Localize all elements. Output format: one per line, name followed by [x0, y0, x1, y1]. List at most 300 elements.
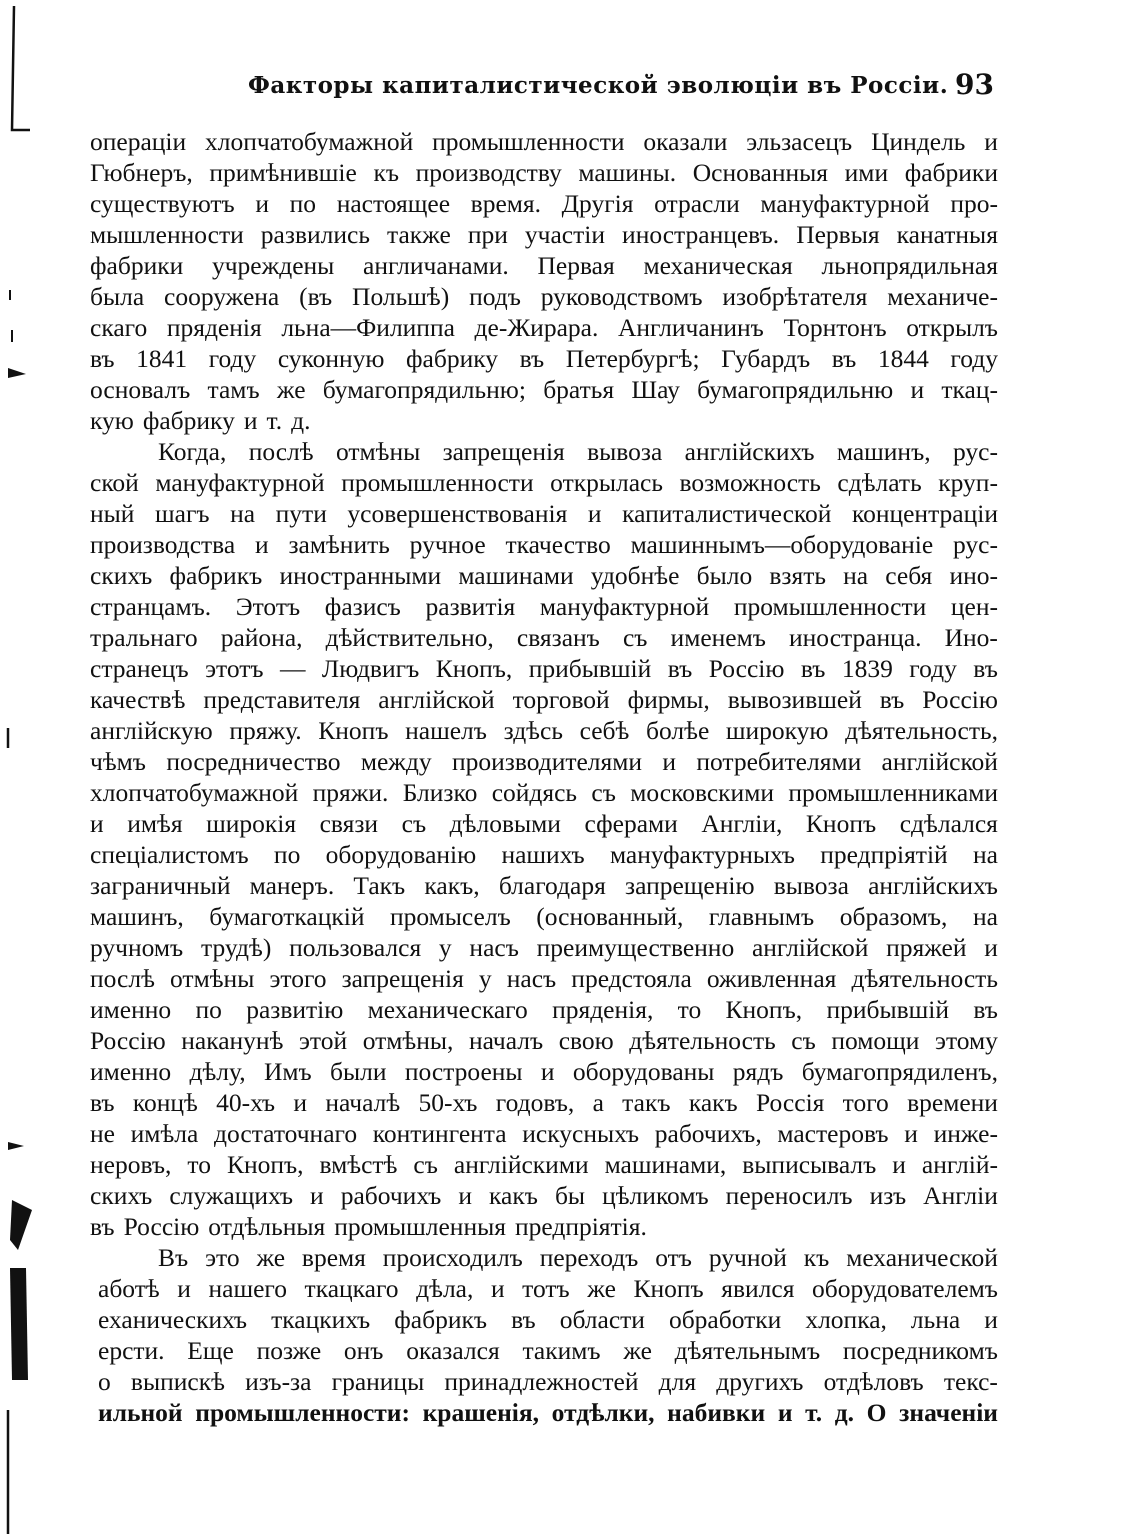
word: болѣе	[645, 716, 710, 745]
word: къ	[803, 1243, 830, 1272]
word: иностранцевъ.	[622, 220, 780, 249]
word: Петербургѣ;	[565, 344, 700, 373]
text-line	[90, 994, 998, 1025]
word: вывоза	[773, 871, 849, 900]
word: искусныхъ	[522, 1119, 640, 1148]
text-line	[90, 963, 998, 994]
word: Основанныя	[692, 158, 829, 187]
paragraph-2	[90, 436, 998, 1242]
word: запрещенія	[341, 964, 464, 993]
page-number: 93	[955, 68, 994, 101]
word: въ	[667, 654, 693, 683]
word: отъ	[655, 1243, 692, 1272]
word: насъ	[469, 933, 519, 962]
word: Такъ	[353, 871, 406, 900]
word: отмѣны	[170, 964, 255, 993]
word: пряжи.	[312, 778, 389, 807]
word: машинъ,	[90, 902, 184, 931]
word: то	[187, 1150, 211, 1179]
word: производителями	[451, 747, 643, 776]
word: рабочихъ,	[654, 1119, 762, 1148]
word: цен-	[950, 592, 998, 621]
word: замѣнить	[288, 530, 390, 559]
word: механическаго	[367, 995, 528, 1024]
text-line	[90, 1366, 998, 1397]
word: ино-	[949, 561, 998, 590]
word: Гюбнеръ,	[90, 158, 193, 187]
word: промышленниками	[788, 778, 998, 807]
text-line	[90, 1087, 998, 1118]
text-line	[90, 1273, 998, 1304]
word: мануфактурной	[539, 592, 710, 621]
word: Этотъ	[235, 592, 301, 621]
word: отдѣлки,	[551, 1398, 655, 1427]
word: хлопка,	[805, 1305, 887, 1334]
text-line	[90, 1180, 998, 1211]
word: ерсти.	[98, 1336, 165, 1365]
word: возможность	[679, 468, 821, 497]
word: д.	[291, 406, 311, 435]
word: ими	[844, 158, 889, 187]
word: участіи	[524, 220, 605, 249]
word: онъ	[343, 1336, 384, 1365]
word: набивки	[667, 1398, 766, 1427]
text-line	[90, 901, 998, 932]
word: Шау	[631, 375, 680, 404]
word: цѣликомъ	[602, 1181, 709, 1210]
word: прибывшій	[826, 995, 950, 1024]
word: значеніи	[899, 1398, 998, 1427]
word: отдѣльныя	[208, 1212, 326, 1241]
word: же	[587, 1274, 616, 1303]
word: кую	[90, 406, 134, 435]
word: посредникомъ	[842, 1336, 998, 1365]
text-line	[90, 591, 998, 622]
text-line	[90, 932, 998, 963]
word: 1839	[841, 654, 893, 683]
word: Въ	[158, 1243, 189, 1272]
word: ской	[90, 468, 139, 497]
word: фазисъ	[324, 592, 401, 621]
word: бумагопрядильню	[697, 375, 894, 404]
word: этотъ	[205, 654, 264, 683]
word: братья	[543, 375, 615, 404]
word: Кнопъ	[633, 1274, 704, 1303]
word: же	[623, 1336, 652, 1365]
word: же	[276, 375, 306, 404]
word: изъ-за	[245, 1367, 312, 1396]
word: между	[360, 747, 432, 776]
text-line	[90, 1397, 998, 1428]
word: крашенія,	[422, 1398, 540, 1427]
text-line	[90, 157, 998, 188]
word: ткац-	[941, 375, 998, 404]
word: существуютъ	[90, 189, 235, 218]
word: широкую	[725, 716, 829, 745]
word: время.	[470, 189, 542, 218]
word: спеціалистомъ	[90, 840, 249, 869]
word: происходилъ	[382, 1243, 523, 1272]
word: трудѣ)	[200, 933, 272, 962]
word: примѣнившіе	[209, 158, 357, 187]
word: области	[559, 1305, 645, 1334]
word: про-	[950, 189, 998, 218]
word: и	[310, 1181, 324, 1210]
word: нашихъ	[501, 840, 585, 869]
word: англійскую	[90, 716, 213, 745]
word: ткацкихъ	[271, 1305, 371, 1334]
word: выпискѣ	[130, 1367, 225, 1396]
word: 50-хъ	[418, 1088, 478, 1117]
word: московскими	[630, 778, 774, 807]
word: и	[490, 1274, 505, 1303]
word: а	[592, 1088, 604, 1117]
word: пути	[275, 499, 327, 528]
word: въ	[879, 685, 905, 714]
word: прибывшій	[528, 654, 652, 683]
word: явился	[721, 1274, 795, 1303]
word: хлопчатобумажной	[90, 778, 299, 807]
word: еханическихъ	[98, 1305, 248, 1334]
word: и	[255, 189, 270, 218]
word: Первыя	[796, 220, 880, 249]
word: по	[289, 189, 317, 218]
word: послѣ	[90, 964, 155, 993]
word: въ	[90, 1088, 115, 1117]
word: дѣятельность	[629, 1026, 776, 1055]
word: пряденія	[166, 313, 262, 342]
word: Имъ	[263, 1057, 312, 1086]
word: представителя	[203, 685, 361, 714]
word: ткацкаго	[304, 1274, 399, 1303]
word: благодаря	[498, 871, 606, 900]
word: Циндель	[871, 127, 966, 156]
word: съ	[591, 778, 616, 807]
running-head: Факторы капиталистической эволюціи въ Россіи.	[248, 72, 949, 99]
word: рус-	[952, 437, 998, 466]
word: фабрики	[90, 251, 184, 280]
word: хлопчатобумажной	[205, 127, 414, 156]
word: Еще	[187, 1336, 234, 1365]
word: оборудователемъ	[812, 1274, 998, 1303]
word: отмѣны,	[362, 1026, 454, 1055]
word: пряжей	[886, 933, 967, 962]
word: имѣла	[130, 1119, 199, 1148]
word: запрещенію	[625, 871, 755, 900]
word: того	[842, 1088, 889, 1117]
word: эльзасецъ	[746, 127, 853, 156]
text-line	[90, 1056, 998, 1087]
word: и	[293, 1088, 308, 1117]
word: промышленности	[432, 127, 625, 156]
word: вывозившей	[727, 685, 862, 714]
word: имѣя	[127, 809, 183, 838]
word: началъ	[468, 1026, 544, 1055]
word: въ	[90, 1212, 115, 1241]
word: себя	[885, 561, 933, 590]
word: де-Жирара.	[474, 313, 599, 342]
text-line	[90, 1335, 998, 1366]
text-line	[90, 436, 998, 467]
word: Кнопъ	[318, 716, 389, 745]
word: сдѣлать	[837, 468, 922, 497]
word: машинами	[458, 561, 574, 590]
text-line	[90, 281, 998, 312]
word: и	[984, 1305, 998, 1334]
word: —	[279, 654, 306, 683]
word: выписывалъ	[742, 1150, 877, 1179]
text-line	[90, 653, 998, 684]
word: настоящее	[336, 189, 451, 218]
word: переходъ	[539, 1243, 639, 1272]
word: и	[90, 809, 104, 838]
word: мануфактурной	[155, 468, 325, 497]
word: отдѣловъ	[823, 1367, 924, 1396]
paragraph-3	[90, 1242, 998, 1428]
word: открылась	[550, 468, 663, 497]
word: скаго	[90, 313, 148, 342]
word: странцамъ.	[90, 592, 212, 621]
word: ткачество	[505, 530, 611, 559]
word: англичанами.	[363, 251, 509, 280]
word: машинъ,	[836, 437, 931, 466]
word: предстояла	[571, 964, 692, 993]
word: фабрику	[142, 406, 235, 435]
word: фабрикъ	[394, 1305, 488, 1334]
word: тотъ	[522, 1274, 570, 1303]
text-line	[90, 1242, 998, 1273]
word: рабочихъ	[340, 1181, 442, 1210]
word: Кнопъ,	[435, 654, 513, 683]
word: дѣйствительно,	[325, 623, 494, 652]
word: то	[677, 995, 702, 1024]
word: по	[195, 995, 222, 1024]
word: этой	[298, 1026, 348, 1055]
word: дѣятельность	[851, 964, 998, 993]
word: потребителями	[696, 747, 862, 776]
word: свою	[558, 1026, 614, 1055]
word: при	[467, 220, 508, 249]
text-line	[90, 250, 998, 281]
word: канатныя	[896, 220, 998, 249]
word: (основанный,	[536, 902, 684, 931]
word: къ	[373, 158, 400, 187]
word: фирмы,	[627, 685, 710, 714]
word: оказался	[406, 1336, 500, 1365]
word: и	[458, 1181, 472, 1210]
text-line	[90, 312, 998, 343]
word: 40-хъ	[216, 1088, 276, 1117]
word: подъ	[469, 282, 521, 311]
word: принадлежностей	[444, 1367, 639, 1396]
word: и	[910, 375, 925, 404]
word: промыселъ	[389, 902, 511, 931]
word: аботѣ	[98, 1274, 160, 1303]
word: ильной	[98, 1398, 183, 1427]
word: мастеровъ	[777, 1119, 889, 1148]
word: англійской	[378, 685, 495, 714]
word: запрещенія	[442, 437, 565, 466]
word: странецъ	[90, 654, 189, 683]
word: главнымъ	[708, 902, 815, 931]
word: района,	[220, 623, 303, 652]
word: механической	[846, 1243, 998, 1272]
word: ный	[90, 499, 135, 528]
word: о	[98, 1367, 111, 1396]
text-line	[90, 219, 998, 250]
word: обработки	[668, 1305, 782, 1334]
word: т.	[266, 406, 283, 435]
word: же	[256, 1243, 286, 1272]
word: капиталистической	[622, 499, 832, 528]
word: на	[843, 561, 869, 590]
word: Близко	[402, 778, 478, 807]
word: Людвигъ	[321, 654, 420, 683]
text-line	[90, 808, 998, 839]
word: другихъ	[716, 1367, 804, 1396]
word: иностранца.	[789, 623, 922, 652]
paragraph-1	[90, 126, 998, 436]
word: механиче-	[887, 282, 998, 311]
word: Ино-	[944, 623, 998, 652]
word: и	[587, 499, 602, 528]
word: развитія	[425, 592, 516, 621]
word: широкія	[206, 809, 297, 838]
word: Англіи,	[701, 809, 783, 838]
word: сооружена	[164, 282, 280, 311]
word: качествѣ	[90, 685, 186, 714]
word: развитію	[246, 995, 344, 1024]
text-line	[90, 1211, 998, 1242]
word: отмѣны	[335, 437, 421, 466]
word: была	[90, 282, 145, 311]
word: механическая	[643, 251, 793, 280]
word: 1844	[877, 344, 929, 373]
word: учреждены	[211, 251, 335, 280]
word: пользовался	[289, 933, 422, 962]
word: англійскихъ	[684, 437, 815, 466]
text-line	[90, 498, 998, 529]
text-line	[90, 529, 998, 560]
word: рядъ	[732, 1057, 784, 1086]
text-line	[90, 343, 998, 374]
word: и	[177, 1274, 191, 1303]
word: скихъ	[90, 1181, 153, 1210]
word: въ	[800, 654, 826, 683]
text-line	[90, 1149, 998, 1180]
word: промышленныя	[334, 1212, 506, 1241]
word: пряжу.	[229, 716, 302, 745]
word: также	[387, 220, 451, 249]
word: Когда,	[158, 437, 227, 466]
word: на	[972, 902, 998, 931]
word: контингента	[372, 1119, 507, 1148]
word: производству	[415, 158, 562, 187]
word: посредничество	[166, 747, 341, 776]
word: машины.	[578, 158, 677, 187]
word: дѣлу,	[189, 1057, 246, 1086]
word: было	[696, 561, 753, 590]
word: мануфактурныхъ	[609, 840, 795, 869]
word: тральнаго	[90, 623, 198, 652]
word: на	[230, 499, 256, 528]
word: году	[909, 654, 957, 683]
word: круп-	[938, 468, 998, 497]
word: и	[662, 747, 677, 776]
word: насъ	[506, 964, 557, 993]
word: годовъ,	[495, 1088, 575, 1117]
word: какъ	[688, 1088, 738, 1117]
word: году	[950, 344, 998, 373]
word: тамъ	[207, 375, 260, 404]
word: отрасли	[654, 189, 740, 218]
word: Россію	[922, 685, 998, 714]
word: въ	[519, 344, 545, 373]
word: и	[243, 406, 258, 435]
word: суконную	[277, 344, 385, 373]
word: оказали	[643, 127, 728, 156]
word: году	[208, 344, 257, 373]
word: служащихъ	[169, 1181, 293, 1210]
text-line	[90, 560, 998, 591]
word: льна	[910, 1305, 961, 1334]
word: Другія	[561, 189, 634, 218]
word: въ	[973, 654, 998, 683]
word: Россію	[708, 654, 785, 683]
word: Россію	[90, 1026, 166, 1055]
word: бы	[554, 1181, 586, 1210]
word: руководствомъ	[540, 282, 703, 311]
word: сферами	[584, 809, 678, 838]
word: заграничный	[90, 871, 231, 900]
word: неровъ,	[90, 1150, 172, 1179]
word: нашелъ	[405, 716, 487, 745]
word: здѣсь	[503, 716, 563, 745]
word: (въ	[299, 282, 333, 311]
word: торговой	[512, 685, 610, 714]
word: такимъ	[522, 1336, 601, 1365]
word: англійскихъ	[868, 871, 998, 900]
word: производства	[90, 530, 236, 559]
word: дѣловыми	[449, 809, 561, 838]
word: себѣ	[579, 716, 630, 745]
word: т.	[805, 1398, 823, 1427]
text-line	[90, 622, 998, 653]
word: образомъ,	[839, 902, 948, 931]
word: наканунѣ	[181, 1026, 284, 1055]
word: промышленности:	[195, 1398, 410, 1427]
word: связанъ	[516, 623, 600, 652]
word: по	[273, 840, 301, 869]
word: сойдясь	[491, 778, 578, 807]
word: машиннымъ—оборудованіе	[630, 530, 934, 559]
word: текс-	[943, 1367, 998, 1396]
word: Торнтонъ	[783, 313, 887, 342]
word: фабрикъ	[169, 561, 263, 590]
word: бумаготкацкій	[209, 902, 365, 931]
word: предпріятій	[820, 840, 948, 869]
word: у	[478, 964, 492, 993]
word: манеръ.	[249, 871, 335, 900]
word: бумагопрядильню;	[322, 375, 526, 404]
word: бумагопрядиленъ,	[801, 1057, 998, 1086]
page-header	[90, 68, 1000, 108]
word: Россія	[756, 1088, 825, 1117]
word: вмѣстѣ	[319, 1150, 398, 1179]
word: пряденія,	[552, 995, 654, 1024]
word: Губардъ	[721, 344, 811, 373]
word: и	[984, 127, 998, 156]
